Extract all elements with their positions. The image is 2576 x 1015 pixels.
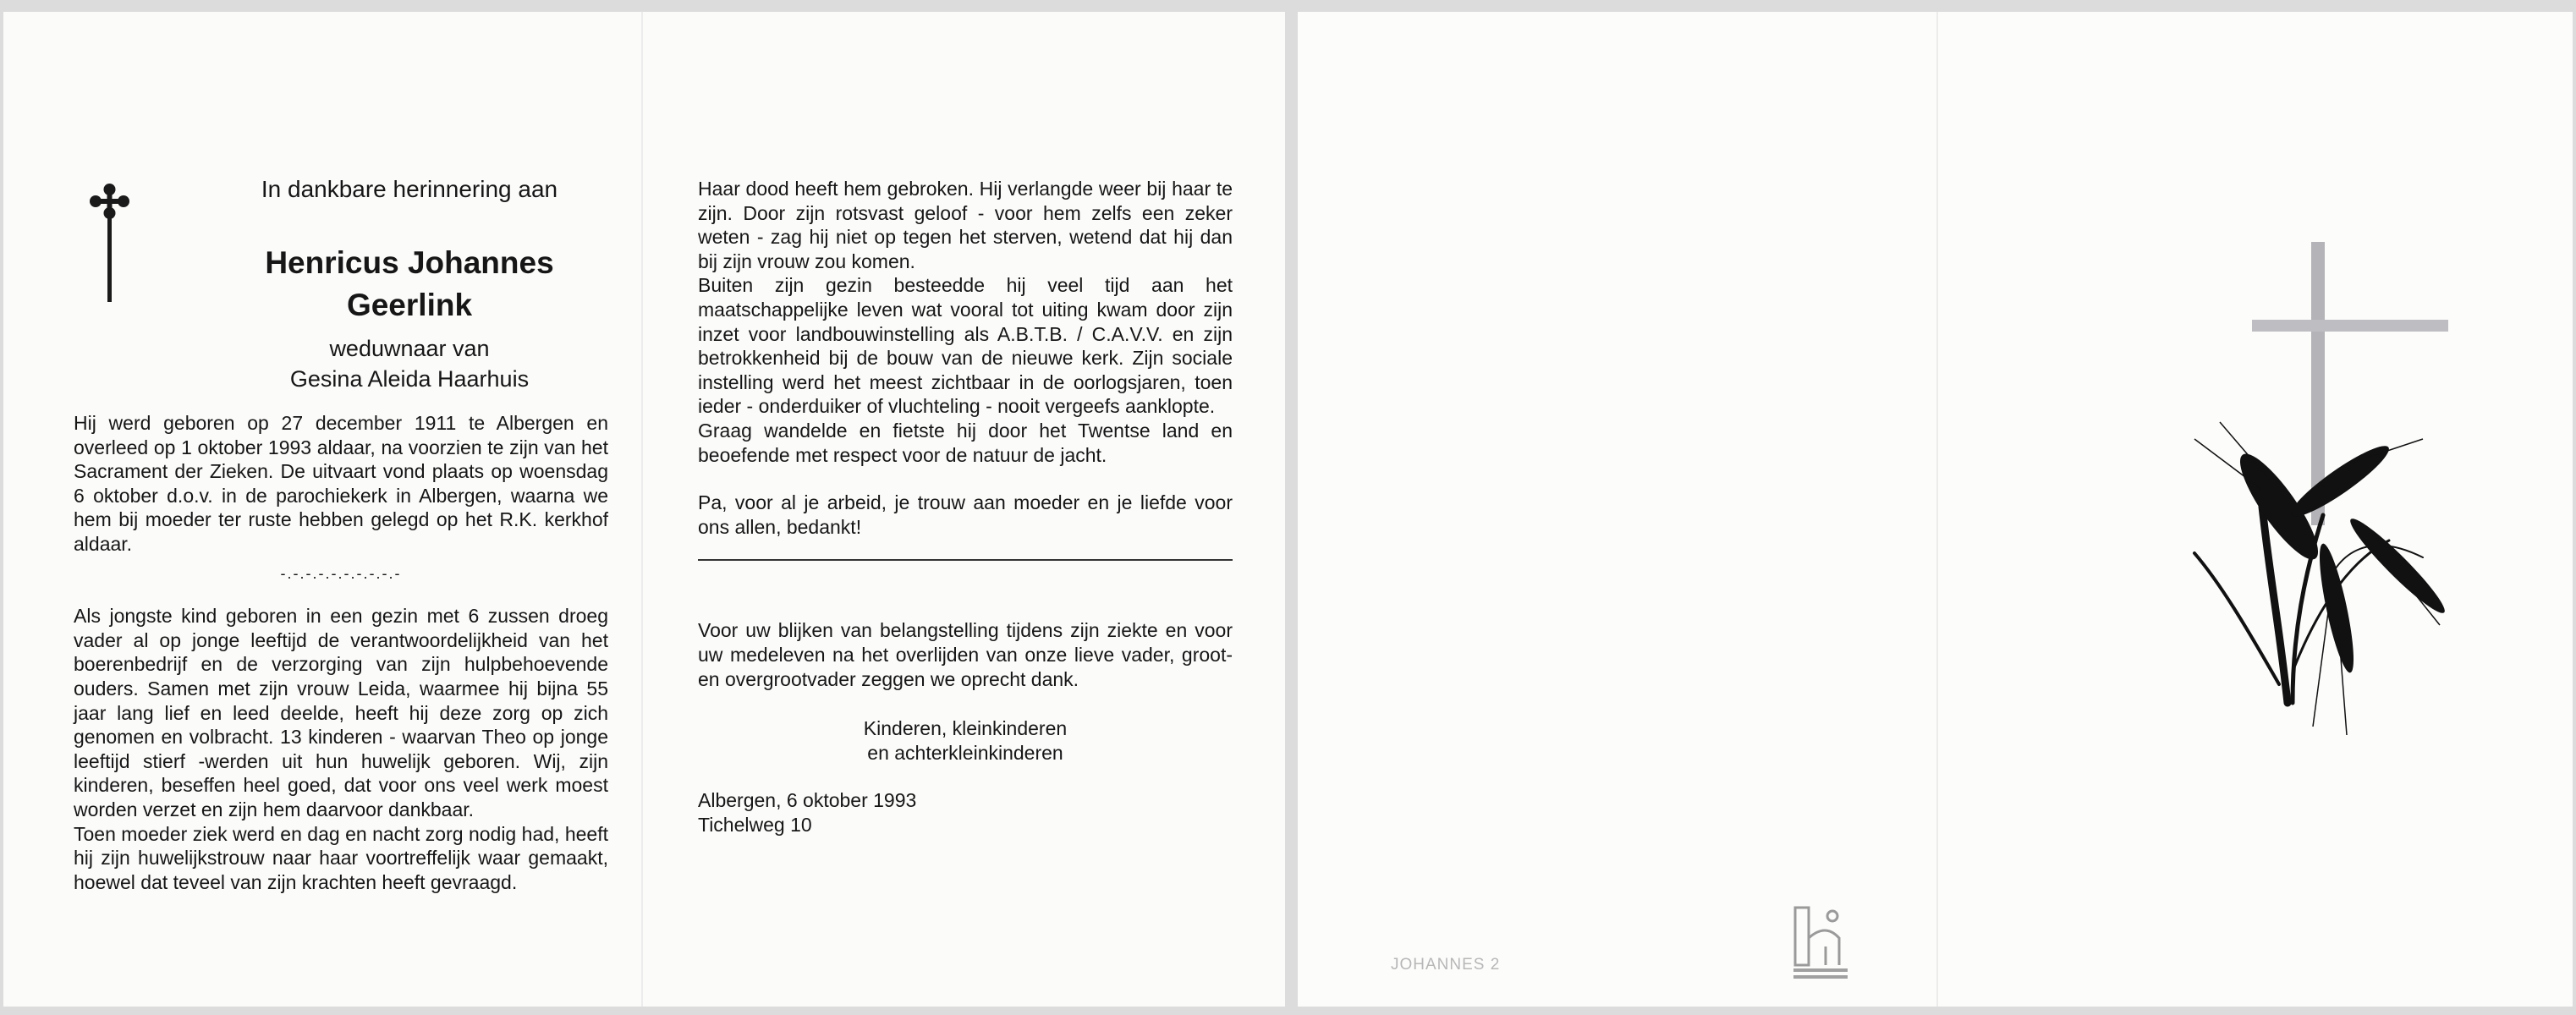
thanks-father-paragraph: Pa, voor al je arbeid, je trouw aan moeder en je liefde voor ons allen, bedankt! — [698, 491, 1233, 538]
widower-label: weduwnaar van — [329, 336, 490, 361]
card-fold-line — [1936, 12, 1938, 1007]
divider — [698, 559, 1233, 561]
imprint-text: JOHANNES 2 — [1391, 956, 1501, 974]
society-paragraph: Buiten zijn gezin besteedde hij veel tijd aan het maatschappelijke leven wat vooral tot uiting kwam door zijn inzet voor landbouwinstelling als A.B.T.B. / C.A.V.V. en zijn betrokkenheid bij de bouw van de nieuwe kerk. Zijn sociale instelling werd het meest zichtbaar in de oorlogsjaren, toen ieder - onderduiker of vluchteling - nooit vergeefs aanklopte. — [698, 274, 1233, 418]
cross-icon — [86, 181, 134, 304]
cross-with-wheat-icon — [2144, 228, 2448, 760]
separator: -.-.-.-.-.-.-.-.-.- — [280, 564, 402, 582]
spouse-name: Gesina Aleida Haarhuis — [289, 366, 530, 392]
biography-column — [74, 411, 608, 894]
birth-death-paragraph: Hij werd geboren op 27 december 1911 te Albergen en overleed op 1 oktober 1993 aldaar, na voorzien te zijn van het Sacrament der Zieken. De uitvaart vond plaats op woensdag 6 oktober d.o.v. in de parochiekerk in Albergen, waarna we hem bij moeder ter ruste hebben gelegd op het R.K. kerkhof aldaar. — [74, 412, 608, 555]
address: Tichelweg 10 — [698, 813, 812, 836]
faith-paragraph: Haar dood heeft hem gebroken. Hij verlangde weer bij haar te zijn. Door zijn rotsvast geloof - voor hem zelfs een zeker weten - zag hij niet op tegen het sterven, wetend dat hij dan bij zijn vrouw zou komen. — [698, 178, 1233, 272]
card-fold-line — [641, 12, 643, 1007]
intro-text: In dankbare herinnering aan — [261, 176, 558, 202]
place-date: Albergen, 6 oktober 1993 — [698, 789, 917, 812]
signature-line-2: en achterkleinkinderen — [867, 741, 1063, 764]
tribute-column — [698, 177, 1233, 837]
hobby-paragraph: Graag wandelde en fietste hij door het Twentse land en beoefende met respect voor de natuur de jacht. — [698, 419, 1233, 466]
deceased-name — [173, 242, 646, 326]
care-paragraph: Toen moeder ziek werd en dag en nacht zorg nodig had, heeft hij zijn huwelijkstrouw naar haar voortreffelijk waar gemaakt, hoewel dat teveel van zijn krachten heeft gevraagd. — [74, 822, 608, 893]
card-inside — [3, 12, 1285, 1007]
printer-logo-icon — [1792, 904, 1851, 982]
signature — [698, 716, 1233, 765]
thanks-public-paragraph: Voor uw blijken van belangstelling tijdens zijn ziekte en voor uw medeleven na het overlijden van onze lieve vader, groot- en overgrootvader zeggen we oprecht dank. — [698, 619, 1233, 690]
life-paragraph: Als jongste kind geboren in een gezin met 6 zussen droeg vader al op jonge leeftijd de verantwoordelijkheid van het boerenbedrijf en de verzorging van zijn hulpbehoevende ouders. Samen met zijn vrouw Leida, waarmee hij bijna 55 jaar lang lief en leed deelde, heeft hij deze zorg op zich genomen en volbracht. 13 kinderen - waarvan Theo op jonge leeftijd stierf -werden uit hun huwelijk geboren. Wij, zijn kinderen, beseffen heel goed, dat voor ons veel werk moest worden verzet en zijn hem daarvoor dankbaar. — [74, 605, 608, 820]
spouse-block — [189, 333, 629, 394]
card-outside — [1298, 12, 2573, 1007]
signature-line-1: Kinderen, kleinkinderen — [863, 717, 1068, 740]
name-line-2: Geerlink — [346, 288, 473, 322]
name-line-1: Henricus Johannes — [265, 245, 554, 280]
